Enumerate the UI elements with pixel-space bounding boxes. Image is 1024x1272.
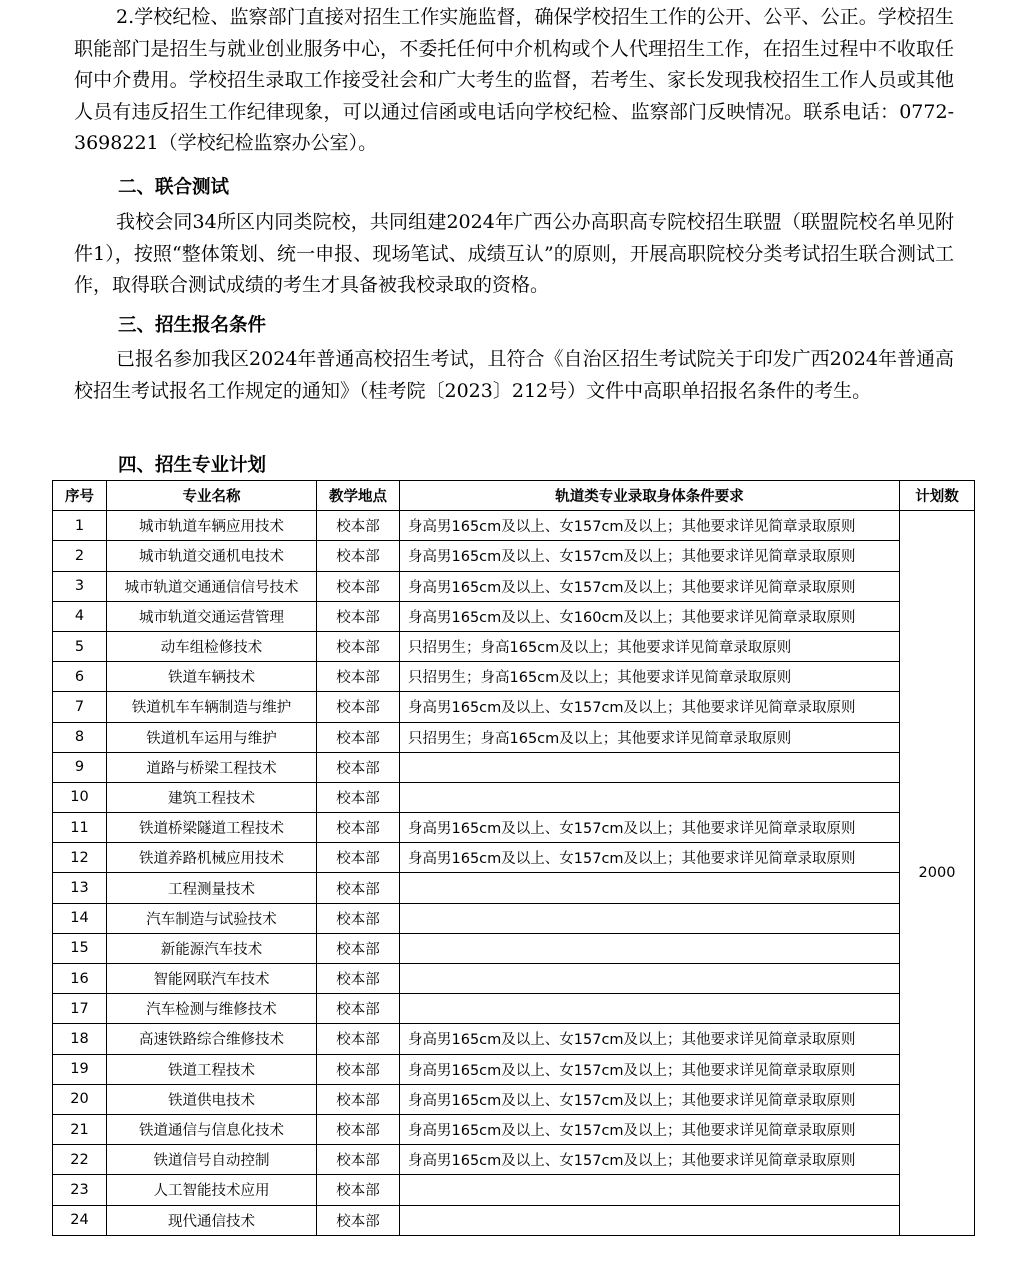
row-requirement: 身高男165cm及以上、女157cm及以上；其他要求详见简章录取原则 bbox=[400, 1145, 900, 1175]
header-quota: 计划数 bbox=[900, 481, 975, 511]
row-location: 校本部 bbox=[317, 933, 400, 963]
row-location: 校本部 bbox=[317, 1145, 400, 1175]
table-row bbox=[53, 1205, 975, 1235]
row-location: 校本部 bbox=[317, 1114, 400, 1144]
row-location: 校本部 bbox=[317, 692, 400, 722]
table-row bbox=[53, 511, 975, 541]
row-major: 动车组检修技术 bbox=[107, 631, 317, 661]
row-no: 6 bbox=[53, 662, 107, 692]
row-major: 智能网联汽车技术 bbox=[107, 964, 317, 994]
table-row bbox=[53, 813, 975, 843]
row-no: 24 bbox=[53, 1205, 107, 1235]
section-heading-plan: 四、招生专业计划 bbox=[118, 455, 267, 476]
row-major: 铁道车辆技术 bbox=[107, 662, 317, 692]
row-no: 9 bbox=[53, 752, 107, 782]
table-header-row bbox=[53, 481, 975, 511]
row-no: 3 bbox=[53, 571, 107, 601]
row-requirement bbox=[400, 1175, 900, 1205]
table-row bbox=[53, 994, 975, 1024]
row-location: 校本部 bbox=[317, 541, 400, 571]
table-row bbox=[53, 873, 975, 903]
row-requirement: 身高男165cm及以上、女157cm及以上；其他要求详见简章录取原则 bbox=[400, 813, 900, 843]
table-row bbox=[53, 541, 975, 571]
row-requirement: 只招男生；身高165cm及以上；其他要求详见简章录取原则 bbox=[400, 631, 900, 661]
row-no: 16 bbox=[53, 964, 107, 994]
row-requirement: 身高男165cm及以上、女157cm及以上；其他要求详见简章录取原则 bbox=[400, 1084, 900, 1114]
row-major: 城市轨道车辆应用技术 bbox=[107, 511, 317, 541]
row-no: 10 bbox=[53, 782, 107, 812]
row-no: 2 bbox=[53, 541, 107, 571]
row-no: 19 bbox=[53, 1054, 107, 1084]
row-requirement bbox=[400, 752, 900, 782]
row-location: 校本部 bbox=[317, 752, 400, 782]
table-row bbox=[53, 782, 975, 812]
row-requirement: 身高男165cm及以上、女157cm及以上；其他要求详见简章录取原则 bbox=[400, 692, 900, 722]
row-no: 7 bbox=[53, 692, 107, 722]
row-no: 23 bbox=[53, 1175, 107, 1205]
table-row bbox=[53, 843, 975, 873]
row-major: 人工智能技术应用 bbox=[107, 1175, 317, 1205]
row-location: 校本部 bbox=[317, 1205, 400, 1235]
table-row bbox=[53, 933, 975, 963]
row-requirement bbox=[400, 994, 900, 1024]
row-requirement bbox=[400, 1205, 900, 1235]
row-major: 铁道桥梁隧道工程技术 bbox=[107, 813, 317, 843]
table-row bbox=[53, 1175, 975, 1205]
joint-test-paragraph: 我校会同34所区内同类院校，共同组建2024年广西公办高职高专院校招生联盟（联盟院校名单见附件1），按照“整体策划、统一申报、现场笔试、成绩互认”的原则，开展高职院校分类考试招生联合测试工作，取得联合测试成绩的考生才具备被我校录取的资格。 bbox=[74, 211, 954, 296]
table-row bbox=[53, 1145, 975, 1175]
row-no: 11 bbox=[53, 813, 107, 843]
eligibility-paragraph: 已报名参加我区2024年普通高校招生考试，且符合《自治区招生考试院关于印发广西2024年普通高校招生考试报名工作规定的通知》（桂考院〔2023〕212号）文件中高职单招报名条件的考生。 bbox=[74, 348, 954, 402]
table-row bbox=[53, 1114, 975, 1144]
enrollment-plan-table bbox=[52, 480, 975, 1236]
row-location: 校本部 bbox=[317, 1175, 400, 1205]
row-major: 铁道供电技术 bbox=[107, 1084, 317, 1114]
row-major: 工程测量技术 bbox=[107, 873, 317, 903]
section-heading-joint-test: 二、联合测试 bbox=[118, 177, 230, 198]
table-row bbox=[53, 662, 975, 692]
table-row bbox=[53, 571, 975, 601]
table-row bbox=[53, 692, 975, 722]
row-requirement: 身高男165cm及以上、女157cm及以上；其他要求详见简章录取原则 bbox=[400, 541, 900, 571]
row-location: 校本部 bbox=[317, 571, 400, 601]
row-location: 校本部 bbox=[317, 782, 400, 812]
row-major: 现代通信技术 bbox=[107, 1205, 317, 1235]
table-row bbox=[53, 964, 975, 994]
header-location: 教学地点 bbox=[317, 481, 400, 511]
row-requirement: 身高男165cm及以上、女160cm及以上；其他要求详见简章录取原则 bbox=[400, 601, 900, 631]
row-major: 城市轨道交通机电技术 bbox=[107, 541, 317, 571]
row-location: 校本部 bbox=[317, 1054, 400, 1084]
row-no: 14 bbox=[53, 903, 107, 933]
row-no: 8 bbox=[53, 722, 107, 752]
row-location: 校本部 bbox=[317, 964, 400, 994]
row-location: 校本部 bbox=[317, 873, 400, 903]
table-row bbox=[53, 722, 975, 752]
row-requirement bbox=[400, 782, 900, 812]
row-no: 21 bbox=[53, 1114, 107, 1144]
row-location: 校本部 bbox=[317, 1024, 400, 1054]
row-requirement: 身高男165cm及以上、女157cm及以上；其他要求详见简章录取原则 bbox=[400, 1054, 900, 1084]
row-location: 校本部 bbox=[317, 722, 400, 752]
row-no: 17 bbox=[53, 994, 107, 1024]
row-location: 校本部 bbox=[317, 1084, 400, 1114]
row-major: 铁道信号自动控制 bbox=[107, 1145, 317, 1175]
row-requirement: 身高男165cm及以上、女157cm及以上；其他要求详见简章录取原则 bbox=[400, 1024, 900, 1054]
row-no: 20 bbox=[53, 1084, 107, 1114]
row-requirement: 身高男165cm及以上、女157cm及以上；其他要求详见简章录取原则 bbox=[400, 511, 900, 541]
row-location: 校本部 bbox=[317, 843, 400, 873]
row-major: 建筑工程技术 bbox=[107, 782, 317, 812]
row-requirement bbox=[400, 903, 900, 933]
row-requirement bbox=[400, 873, 900, 903]
row-no: 22 bbox=[53, 1145, 107, 1175]
row-major: 汽车检测与维修技术 bbox=[107, 994, 317, 1024]
table-row bbox=[53, 1024, 975, 1054]
row-no: 4 bbox=[53, 601, 107, 631]
row-location: 校本部 bbox=[317, 903, 400, 933]
row-location: 校本部 bbox=[317, 813, 400, 843]
row-major: 铁道养路机械应用技术 bbox=[107, 843, 317, 873]
table-row bbox=[53, 1054, 975, 1084]
row-requirement: 身高男165cm及以上、女157cm及以上；其他要求详见简章录取原则 bbox=[400, 1114, 900, 1144]
row-no: 1 bbox=[53, 511, 107, 541]
total-quota: 2000 bbox=[900, 511, 975, 1236]
row-no: 13 bbox=[53, 873, 107, 903]
row-requirement: 身高男165cm及以上、女157cm及以上；其他要求详见简章录取原则 bbox=[400, 571, 900, 601]
row-major: 铁道工程技术 bbox=[107, 1054, 317, 1084]
row-no: 5 bbox=[53, 631, 107, 661]
row-location: 校本部 bbox=[317, 631, 400, 661]
row-no: 12 bbox=[53, 843, 107, 873]
row-requirement: 身高男165cm及以上、女157cm及以上；其他要求详见简章录取原则 bbox=[400, 843, 900, 873]
table-body bbox=[53, 511, 975, 1236]
row-requirement bbox=[400, 933, 900, 963]
row-major: 高速铁路综合维修技术 bbox=[107, 1024, 317, 1054]
row-major: 铁道通信与信息化技术 bbox=[107, 1114, 317, 1144]
row-major: 城市轨道交通运营管理 bbox=[107, 601, 317, 631]
row-requirement bbox=[400, 964, 900, 994]
header-requirement: 轨道类专业录取身体条件要求 bbox=[400, 481, 900, 511]
row-major: 汽车制造与试验技术 bbox=[107, 903, 317, 933]
row-requirement: 只招男生；身高165cm及以上；其他要求详见简章录取原则 bbox=[400, 662, 900, 692]
row-no: 18 bbox=[53, 1024, 107, 1054]
table-row bbox=[53, 1084, 975, 1114]
row-major: 铁道机车运用与维护 bbox=[107, 722, 317, 752]
header-major: 专业名称 bbox=[107, 481, 317, 511]
row-location: 校本部 bbox=[317, 662, 400, 692]
row-location: 校本部 bbox=[317, 994, 400, 1024]
row-major: 城市轨道交通通信信号技术 bbox=[107, 571, 317, 601]
row-major: 道路与桥梁工程技术 bbox=[107, 752, 317, 782]
row-no: 15 bbox=[53, 933, 107, 963]
supervision-paragraph: 2.学校纪检、监察部门直接对招生工作实施监督，确保学校招生工作的公开、公平、公正。学校招生职能部门是招生与就业创业服务中心，不委托任何中介机构或个人代理招生工作，在招生过程中不收取任何中介费用。学校招生录取工作接受社会和广大考生的监督，若考生、家长发现我校招生工作人员或其他人员有违反招生工作纪律现象，可以通过信函或电话向学校纪检、监察部门反映情况。联系电话：0772-3698221（学校纪检监察办公室）。 bbox=[74, 6, 954, 154]
row-requirement: 只招男生；身高165cm及以上；其他要求详见简章录取原则 bbox=[400, 722, 900, 752]
row-location: 校本部 bbox=[317, 511, 400, 541]
row-location: 校本部 bbox=[317, 601, 400, 631]
table-row bbox=[53, 601, 975, 631]
row-major: 铁道机车车辆制造与维护 bbox=[107, 692, 317, 722]
section-heading-eligibility: 三、招生报名条件 bbox=[118, 315, 267, 336]
table-row bbox=[53, 752, 975, 782]
row-major: 新能源汽车技术 bbox=[107, 933, 317, 963]
table-row bbox=[53, 903, 975, 933]
table-row bbox=[53, 631, 975, 661]
header-no: 序号 bbox=[53, 481, 107, 511]
